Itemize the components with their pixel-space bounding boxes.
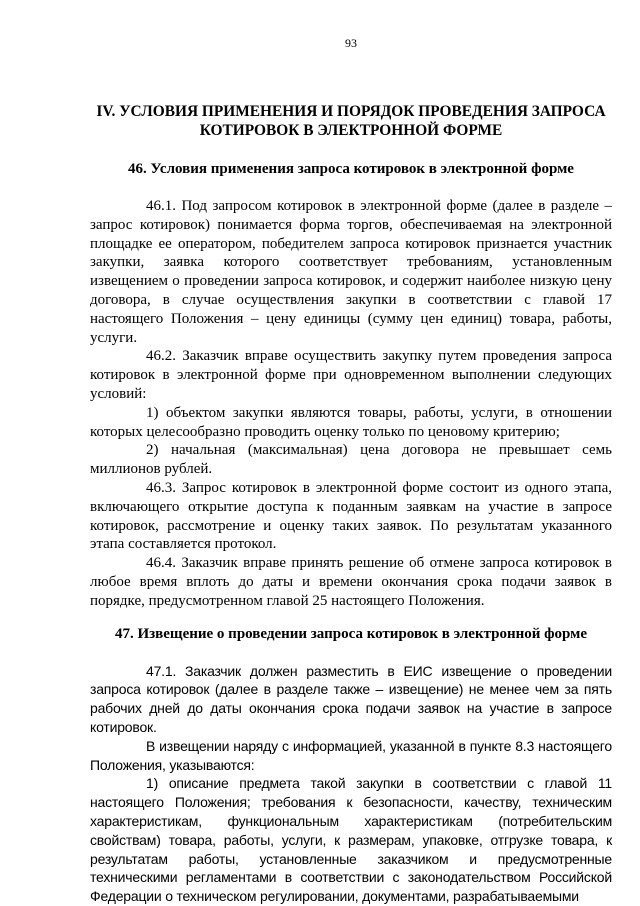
section-title-line-2: КОТИРОВОК В ЭЛЕКТРОННОЙ ФОРМЕ <box>199 122 503 139</box>
paragraph-46-2: 46.2. Заказчик вправе осуществить закупку путем проведения запроса котировок в электронной форме при одновременном выполнении следующих условий: <box>90 348 612 402</box>
paragraph-46-3: 46.3. Запрос котировок в электронной форме состоит из одного этапа, включающего открытие доступа к поданным заявкам на участие в запросе котировок, рассмотрение и оценку таких заявок. По результатам указанного этапа составляется протокол. <box>90 479 612 553</box>
clause-46-title: 46. Условия применения запроса котировок в электронной форме <box>128 161 574 177</box>
paragraph-46-2-item-1: 1) объектом закупки являются товары, работы, услуги, в отношении которых целесообразно проводить оценку только по ценовому критерию; <box>90 404 612 440</box>
paragraph-47-1-intro: В извещении наряду с информацией, указанной в пункте 8.3 настоящего Положения, указываются: <box>90 737 612 773</box>
page-number: 93 <box>345 36 357 50</box>
section-title-line-1: IV. УСЛОВИЯ ПРИМЕНЕНИЯ И ПОРЯДОК ПРОВЕДЕНИЯ ЗАПРОСА <box>96 103 606 120</box>
paragraph-46-1: 46.1. Под запросом котировок в электронной форме (далее в разделе – запрос котировок) понимается форма торгов, обеспечиваемая на электронной площадке ее оператором, победителем запроса котировок признается участник закупки, заявка которого соответствует требованиям, установленным извещением о проведении запроса котировок, и содержит наиболее низкую цену договора, в случае осуществления закупки в соответствии с главой 17 настоящего Положения – цену единицы (сумму цен единиц) товара, работы, услуги. <box>90 198 612 346</box>
paragraph-47-1: 47.1. Заказчик должен разместить в ЕИС извещение о проведении запроса котировок (далее в разделе также – извещение) не менее чем за пять рабочих дней до даты окончания срока подачи заявок на участие в запросе котировок. <box>90 662 612 735</box>
section-title <box>90 102 612 140</box>
paragraph-46-4: 46.4. Заказчик вправе принять решение об отмене запроса котировок в любое время вплоть до даты и времени окончания срока подачи заявок в порядке, предусмотренном главой 25 настоящего Положения. <box>90 555 612 609</box>
clause-47-body <box>90 662 612 906</box>
clause-46-body <box>90 197 612 611</box>
clause-47-title: 47. Извещение о проведении запроса котировок в электронной форме <box>114 625 588 642</box>
paragraph-46-2-item-2: 2) начальная (максимальная) цена договора не превышает семь миллионов рублей. <box>90 442 612 478</box>
paragraph-47-1-item-1: 1) описание предмета такой закупки в соответствии с главой 11 настоящего Положения; требования к безопасности, качеству, техническим характеристикам, функциональным характеристикам (потребительским свойствам) товара, работы, услуги, к размерам, упаковке, отгрузке товара, к результатам работы, установленные заказчиком и предусмотренные техническими регламентами в соответствии с законодательством Российской Федерации о техническом регулировании, документами, разрабатываемыми <box>90 775 612 905</box>
